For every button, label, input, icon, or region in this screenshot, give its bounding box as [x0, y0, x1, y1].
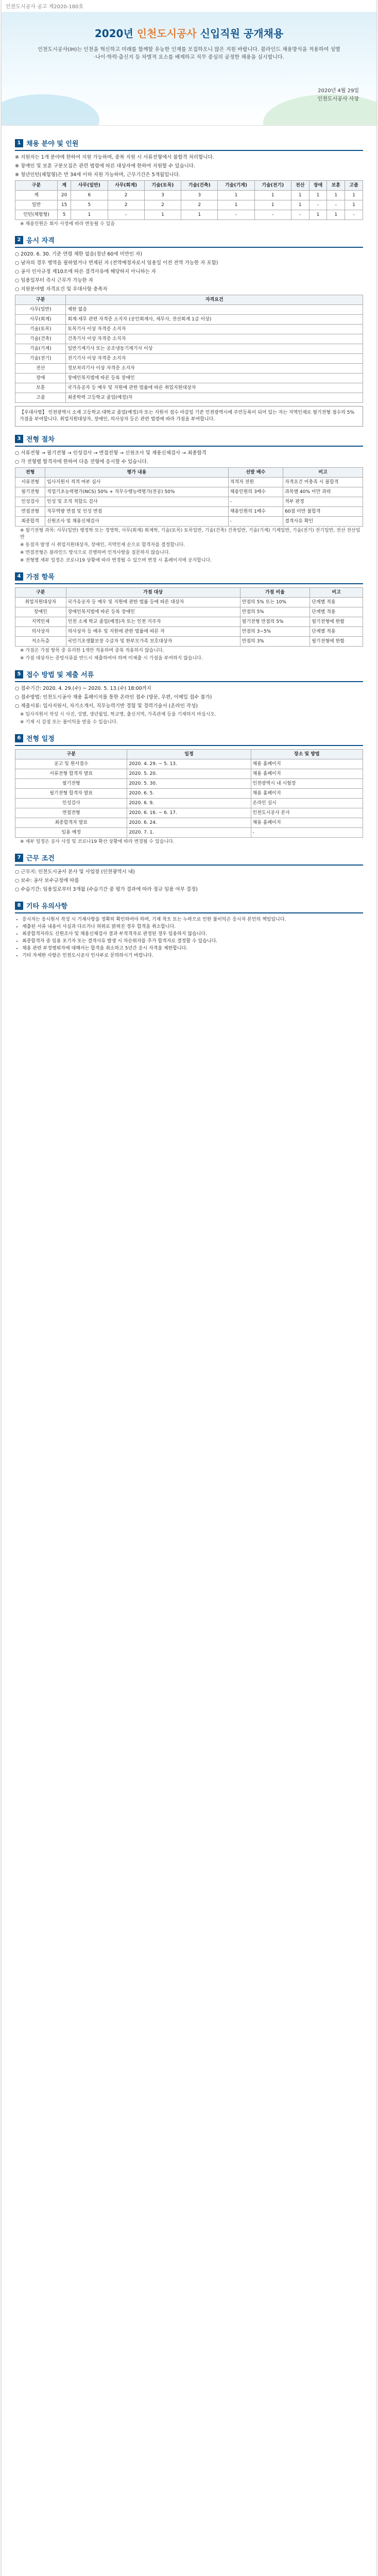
table-header-cell: 가점 비율 — [240, 588, 310, 598]
title-suffix: 신입직원 공개채용 — [196, 27, 284, 40]
table-header-cell: 비고 — [283, 468, 363, 478]
data-table — [15, 295, 363, 403]
table-cell: 필기전형 합격자 발표 — [15, 789, 127, 799]
table-cell: 서류전형 합격자 발표 — [15, 769, 127, 779]
paragraph: ○ 접수방법: 인천도시공사 채용 홈페이지를 통한 온라인 접수 (방문, 우편, 이메일 접수 불가) — [15, 694, 212, 700]
table-cell: 최종학력 고등학교 졸업(예정)자 — [66, 393, 363, 403]
table-row — [15, 325, 363, 334]
header-banner — [2, 12, 376, 126]
table-cell: 필기전형 — [15, 487, 45, 497]
table-cell: 3 — [181, 191, 218, 200]
section-title — [15, 138, 363, 151]
page-title — [2, 25, 376, 40]
table-row — [15, 364, 363, 374]
table-cell: 1 — [345, 200, 363, 210]
table-header-cell: 전산 — [291, 181, 309, 191]
table-cell: 과목별 40% 미만 과락 — [283, 487, 363, 497]
table-row — [15, 779, 363, 789]
table-cell: 1 — [309, 210, 327, 220]
table-header-row — [15, 468, 363, 478]
table-cell: - — [345, 210, 363, 220]
table-cell: 최종합격 — [15, 517, 45, 527]
list-item: • 최종합격자라도 신원조사 및 채용신체검사 결과 부적격자로 판정된 경우 임용하지 않습니다. — [22, 931, 363, 938]
section-number: 5 — [15, 670, 23, 679]
table-cell: 일반 — [15, 200, 58, 210]
table-row — [15, 789, 363, 799]
section-title — [15, 571, 363, 584]
table-cell: 전산 — [15, 364, 66, 374]
section-title-text: 전형 일정 — [26, 735, 55, 743]
section-title-text: 접수 방법 및 제출 서류 — [26, 671, 94, 679]
section-number: 4 — [15, 572, 23, 581]
paragraph: ○ 2020. 6. 30. 기준 연령 제한 없음(정년 60세 미만인 자) — [15, 251, 143, 257]
table-header-row — [15, 750, 363, 759]
table-header-cell: 기술(건축) — [181, 181, 218, 191]
table-cell: - — [228, 517, 283, 527]
table-cell: 2 — [108, 200, 144, 210]
table-footnote: ※ 채용인원은 회사 사정에 따라 변동될 수 있음 — [20, 222, 115, 227]
table-cell: 장애인복지법에 따른 등록 장애인 — [66, 374, 363, 383]
table-header-cell: 사무(일반) — [71, 181, 108, 191]
table-cell: 필기전형 만점의 5% — [240, 617, 310, 627]
table-row — [15, 607, 363, 617]
table-cell: 보훈 — [15, 383, 66, 393]
table-cell: 고졸 — [15, 393, 66, 403]
notice-list — [22, 917, 363, 959]
notice-date: 2020년 4월 29일 — [318, 88, 359, 94]
table-header-cell: 장애 — [309, 181, 327, 191]
table-cell: 1 — [254, 191, 291, 200]
note-text: ※ 면접전형은 블라인드 방식으로 진행하며 인적사항을 질문하지 않습니다. — [20, 550, 170, 555]
table-row — [15, 627, 363, 637]
table-cell: 1 — [327, 191, 345, 200]
list-item: • 기타 자세한 사항은 인천도시공사 인사부로 문의하시기 바랍니다. — [22, 953, 363, 959]
data-table — [15, 467, 363, 527]
table-cell: 1 — [181, 210, 218, 220]
table-row — [15, 828, 363, 838]
table-cell: 계 — [15, 191, 58, 200]
paragraph: ○ 지원분야별 자격요건 및 우대사항 충족자 — [15, 286, 108, 292]
section-1 — [15, 138, 363, 228]
section-title — [15, 901, 363, 913]
table-cell: 의사상자 등 예우 및 지원에 관한 법률에 따른 자 — [66, 627, 240, 637]
table-header-row — [15, 295, 363, 305]
table-cell: 필기전형에 한함 — [310, 637, 363, 647]
paragraph: ※ 장애인 및 보훈 구분모집은 관련 법령에 따른 대상자에 한하여 지원할 수 있습니다. — [15, 163, 196, 169]
title-prefix: 2020년 — [94, 27, 137, 40]
table-cell: 직무역량 면접 및 인성 면접 — [45, 507, 228, 517]
table-row — [15, 315, 363, 325]
table-cell: 채용 홈페이지 — [251, 769, 363, 779]
table-cell: 저소득층 — [15, 637, 66, 647]
paragraph: ○ 근무지: 인천도시공사 본사 및 사업장 (인천광역시 내) — [15, 869, 135, 875]
table-cell: 채용 홈페이지 — [251, 759, 363, 769]
note-text: ※ 가점 대상자는 증빙서류를 반드시 제출하여야 하며 미제출 시 가점을 부여하지 않습니다. — [20, 656, 203, 661]
paragraph: ○ 서류전형 → 필기전형 → 인성검사 → 면접전형 → 신원조사 및 채용신체검사 → 최종합격 — [15, 450, 207, 456]
table-cell: 장애인 — [15, 607, 66, 617]
table-row — [15, 393, 363, 403]
list-item: • 응시자는 응시원서 작성 시 기재사항을 정확히 확인하여야 하며, 기재 착오 또는 누락으로 인한 불이익은 응시자 본인의 책임입니다. — [22, 917, 363, 923]
data-table — [15, 587, 363, 647]
table-cell: - — [218, 210, 254, 220]
table-header-cell: 구분 — [15, 295, 66, 305]
content-area — [2, 126, 376, 959]
section-title — [15, 733, 363, 746]
table-cell: 제한 없음 — [66, 305, 363, 315]
table-header-cell: 가점 대상 — [66, 588, 240, 598]
table-header-cell: 계 — [57, 181, 71, 191]
table-cell: 1 — [254, 200, 291, 210]
table-row — [15, 191, 363, 200]
paragraph: ○ 보수: 공사 보수규정에 따름 — [15, 878, 79, 884]
table-cell: 기술(전기) — [15, 354, 66, 364]
table-cell: 토목기사 이상 자격증 소지자 — [66, 325, 363, 334]
paragraph: ※ 지원자는 1개 분야에 한하여 지원 가능하며, 중복 지원 시 서류전형에서 불합격 처리합니다. — [15, 155, 214, 160]
table-cell: 1 — [291, 200, 309, 210]
table-cell: 공고 및 원서접수 — [15, 759, 127, 769]
section-7 — [15, 853, 363, 893]
table-header-cell: 비고 — [310, 588, 363, 598]
table-cell: 기술(기계) — [15, 344, 66, 354]
table-header-cell: 평가 내용 — [45, 468, 228, 478]
table-row — [15, 769, 363, 779]
table-cell: 단계별 적용 — [310, 627, 363, 637]
table-cell: 지역인재 — [15, 617, 66, 627]
table-row — [15, 478, 363, 487]
table-header-cell: 선발 배수 — [228, 468, 283, 478]
table-cell: 적격자 전원 — [228, 478, 283, 487]
table-cell: 1 — [144, 210, 181, 220]
note-text: ※ 전형별 세부 일정은 코로나19 상황에 따라 변경될 수 있으며 변경 시 홈페이지에 공지합니다. — [20, 558, 212, 563]
table-row — [15, 305, 363, 315]
table-cell: 채용인원의 1배수 — [228, 507, 283, 517]
table-header-cell: 사무(회계) — [108, 181, 144, 191]
table-header-cell: 자격요건 — [66, 295, 363, 305]
table-row — [15, 818, 363, 828]
list-item: • 최종합격자 중 임용 포기자 또는 결격사유 발생 시 차순위자를 추가 합격자로 결정할 수 있습니다. — [22, 938, 363, 945]
table-cell: 2020. 6. 9. — [127, 799, 251, 808]
table-cell: - — [309, 200, 327, 210]
table-cell: - — [228, 497, 283, 507]
section-title — [15, 434, 363, 447]
table-cell: 채용 홈페이지 — [251, 818, 363, 828]
table-cell: 1 — [71, 210, 108, 220]
table-row — [15, 799, 363, 808]
table-cell: - — [291, 210, 309, 220]
section-number: 3 — [15, 435, 23, 443]
table-cell: 만점의 3~5% — [240, 627, 310, 637]
paragraph: ○ 임용일부터 즉시 근무가 가능한 자 — [15, 278, 93, 283]
section-2 — [15, 235, 363, 427]
table-cell: 사무(회계) — [15, 315, 66, 325]
table-cell: 사무(일반) — [15, 305, 66, 315]
table-cell: - — [254, 210, 291, 220]
table-cell: 국민기초생활보장 수급자 및 한부모가족 보호대상자 — [66, 637, 240, 647]
section-title — [15, 853, 363, 866]
note-text: ※ 세부 일정은 공사 사정 및 코로나19 확산 상황에 따라 변경될 수 있습니다. — [20, 839, 175, 844]
section-title-text: 전형 절차 — [26, 436, 55, 444]
table-cell: 건축기사 이상 자격증 소지자 — [66, 334, 363, 344]
table-cell: - — [327, 200, 345, 210]
table-row — [15, 344, 363, 354]
table-row — [15, 374, 363, 383]
table-row — [15, 808, 363, 818]
table-cell: 서류전형 — [15, 478, 45, 487]
section-title-text: 가점 항목 — [26, 573, 55, 581]
data-table — [15, 180, 363, 220]
section-number: 2 — [15, 236, 23, 244]
section-number: 8 — [15, 902, 23, 910]
section-title-text: 채용 분야 및 인원 — [26, 140, 79, 148]
table-cell: 인성검사 — [15, 799, 127, 808]
note-text: ※ 가점은 가점 항목 중 유리한 1개만 적용하며 중복 적용하지 않습니다. — [20, 648, 164, 653]
table-cell: 결격사유 확인 — [283, 517, 363, 527]
table-cell: 최종합격자 발표 — [15, 818, 127, 828]
table-cell: 취업지원대상자 — [15, 598, 66, 607]
table-header-cell: 고졸 — [345, 181, 363, 191]
table-cell: 필기전형에 한함 — [310, 617, 363, 627]
section-3 — [15, 434, 363, 564]
section-title-text: 응시 자격 — [26, 237, 55, 245]
table-cell: 2020. 5. 20. — [127, 769, 251, 779]
table-cell: 기술(건축) — [15, 334, 66, 344]
table-row — [15, 637, 363, 647]
section-8 — [15, 901, 363, 959]
table-cell: 2020. 4. 29. ~ 5. 13. — [127, 759, 251, 769]
table-cell: 만점의 3% — [240, 637, 310, 647]
table-cell: 만점의 5% 또는 10% — [240, 598, 310, 607]
table-cell: 단계별 적용 — [310, 607, 363, 617]
table-cell: - — [108, 210, 144, 220]
section-6 — [15, 733, 363, 845]
table-cell: 인천광역시 내 시험장 — [251, 779, 363, 789]
paragraph: ○ 남자의 경우 병역을 필하였거나 면제된 자 (전역예정자로서 임용일 이전 전역 가능한 자 포함) — [15, 260, 218, 266]
table-cell: 입사지원서 적격 여부 심사 — [45, 478, 228, 487]
table-cell: 인천도시공사 본사 — [251, 808, 363, 818]
table-header-cell: 보훈 — [327, 181, 345, 191]
table-cell: 2 — [108, 191, 144, 200]
paragraph: ※ 청년인턴(체험형)은 만 34세 이하 지원 가능하며, 근무기간은 5개월입니다. — [15, 172, 180, 178]
table-row — [15, 497, 363, 507]
list-item: • 제출된 서류 내용이 사실과 다르거나 허위로 밝혀진 경우 합격을 취소합니다. — [22, 924, 363, 930]
notice-org: 인천도시공사 사장 — [317, 96, 359, 102]
table-cell: 면접전형 — [15, 808, 127, 818]
table-cell: 인성 및 조직 적합도 검사 — [45, 497, 228, 507]
table-cell: 회계·세무 관련 자격증 소지자 (공인회계사, 세무사, 전산회계 1급 이상) — [66, 315, 363, 325]
table-header-row — [15, 181, 363, 191]
section-4 — [15, 571, 363, 662]
table-cell: 15 — [57, 200, 71, 210]
section-5 — [15, 669, 363, 726]
title-accent: 인천도시공사 — [136, 27, 197, 40]
table-cell: 채용인원의 3배수 — [228, 487, 283, 497]
table-cell: 전기기사 이상 자격증 소지자 — [66, 354, 363, 364]
table-row — [15, 334, 363, 344]
table-row — [15, 617, 363, 627]
note-text: ※ 기재 시 감점 또는 불이익을 받을 수 있습니다. — [20, 720, 118, 725]
note-text: ※ 동점자 발생 시 취업지원대상자, 장애인, 지역인재 순으로 합격자를 결정합니다. — [20, 543, 185, 548]
table-row — [15, 598, 363, 607]
table-cell: 면접전형 — [15, 507, 45, 517]
paragraph: ○ 제출서류: 입사지원서, 자기소개서, 직무능력기반 경험 및 경력기술서 (온라인 작성) — [15, 703, 198, 709]
table-row — [15, 210, 363, 220]
table-cell: 1 — [327, 210, 345, 220]
table-cell: 1 — [291, 191, 309, 200]
table-row — [15, 759, 363, 769]
table-cell: 60점 미만 불합격 — [283, 507, 363, 517]
section-title — [15, 669, 363, 682]
table-cell: 장애인복지법에 따른 등록 장애인 — [66, 607, 240, 617]
table-header-cell: 구분 — [15, 588, 66, 598]
table-row — [15, 517, 363, 527]
table-header-cell: 일정 — [127, 750, 251, 759]
document-page — [1, 0, 377, 2576]
table-cell: 신원조사 및 채용신체검사 — [45, 517, 228, 527]
paragraph: ○ 접수기간: 2020. 4. 29.(수) ~ 2020. 5. 13.(수) 18:00까지 — [15, 686, 151, 691]
table-row — [15, 354, 363, 364]
table-cell: 정보처리기사 이상 자격증 소지자 — [66, 364, 363, 374]
table-cell: 채용 홈페이지 — [251, 789, 363, 799]
section-number: 1 — [15, 139, 23, 147]
table-cell: 5 — [71, 200, 108, 210]
table-cell: 2 — [181, 200, 218, 210]
table-cell: 2020. 5. 30. — [127, 779, 251, 789]
table-row — [15, 507, 363, 517]
table-cell: 임용 예정 — [15, 828, 127, 838]
table-cell: 인천 소재 학교 졸업(예정)자 또는 인천 거주자 — [66, 617, 240, 627]
note-text: ※ 입사지원서 작성 시 사진, 성별, 생년월일, 학교명, 출신지역, 가족관계 등을 기재하지 마십시오. — [20, 712, 216, 717]
note-text: ※ 필기전형 과목: 사무(일반) 행정학 또는 경영학, 사무(회계) 회계학, 기술(토목) 토목일반, 기술(건축) 건축일반, 기술(기계) 기계일반, 기술(전기) 전기일반, 전산 전산일반 — [20, 528, 360, 540]
table-header-cell: 전형 — [15, 468, 45, 478]
table-header-cell: 기술(토목) — [144, 181, 181, 191]
table-cell: 5 — [57, 210, 71, 220]
section-title — [15, 235, 363, 248]
table-cell: 단계별 적용 — [310, 598, 363, 607]
table-cell: 2020. 6. 24. — [127, 818, 251, 828]
table-cell: 만점의 5% — [240, 607, 310, 617]
intro-text: 인천도시공사(iH)는 인천을 혁신하고 미래를 함께할 유능한 인재를 모집하오니 많은 지원 바랍니다. 블라인드 채용방식을 적용하여 성별·나이·학력·출신지 등 차별적 요소를 배제하고 직무 중심의 공정한 채용을 실시합니다. — [38, 47, 340, 60]
table-cell: 장애 — [15, 374, 66, 383]
paragraph: ○ 각 전형별 합격자에 한하여 다음 전형에 응시할 수 있습니다. — [15, 459, 148, 465]
table-cell: 의사상자 — [15, 627, 66, 637]
table-cell: 인턴(체험형) — [15, 210, 58, 220]
table-cell: 2 — [144, 200, 181, 210]
table-row — [15, 487, 363, 497]
table-row — [15, 200, 363, 210]
table-header-cell: 기술(전기) — [254, 181, 291, 191]
section-title-text: 기타 유의사항 — [26, 903, 67, 910]
table-cell: 6 — [71, 191, 108, 200]
table-cell: 3 — [144, 191, 181, 200]
table-cell: 기술(토목) — [15, 325, 66, 334]
table-cell: 2020. 6. 5. — [127, 789, 251, 799]
list-item: • 채용 관련 부정행위자에 대해서는 합격을 취소하고 5년간 응시 자격을 제한합니다. — [22, 945, 363, 952]
table-cell: 필기전형 — [15, 779, 127, 789]
banner-decoration — [2, 94, 99, 126]
table-cell: 20 — [57, 191, 71, 200]
table-header-cell: 구분 — [15, 181, 58, 191]
table-cell: 국가유공자 등 예우 및 지원에 관한 법률에 따른 취업지원대상자 — [66, 383, 363, 393]
section-title-text: 근무 조건 — [26, 855, 55, 862]
data-table — [15, 749, 363, 838]
paragraph: ○ 수습기간: 임용일로부터 3개월 (수습기간 중 평가 결과에 따라 정규 임용 여부 결정) — [15, 887, 198, 892]
table-cell: 1 — [218, 200, 254, 210]
table-row — [15, 383, 363, 393]
table-cell: 일반기계기사 또는 공조냉동기계기사 이상 — [66, 344, 363, 354]
table-cell: 자격요건 미충족 시 불합격 — [283, 478, 363, 487]
table-header-row — [15, 588, 363, 598]
table-header-cell: 기술(기계) — [218, 181, 254, 191]
table-cell: - — [251, 828, 363, 838]
section-number: 7 — [15, 854, 23, 862]
table-header-cell: 구분 — [15, 750, 127, 759]
section-number: 6 — [15, 734, 23, 742]
table-cell: 1 — [218, 191, 254, 200]
notice-number: 인천도시공사 공고 제2020-180호 — [6, 4, 84, 10]
table-header-cell: 장소 및 방법 — [251, 750, 363, 759]
table-cell: 온라인 실시 — [251, 799, 363, 808]
table-cell: 1 — [309, 191, 327, 200]
table-cell: 인성검사 — [15, 497, 45, 507]
table-cell: 적부 판정 — [283, 497, 363, 507]
table-cell: 직업기초능력평가(NCS) 50% + 직무수행능력평가(전공) 50% — [45, 487, 228, 497]
paragraph: ○ 공사 인사규정 제10조에 따른 결격사유에 해당하지 아니하는 자 — [15, 269, 156, 275]
table-cell: 1 — [345, 191, 363, 200]
info-box: 【우대사항】 인천광역시 소재 고등학교·대학교 졸업(예정)자 또는 지원서 접수 마감일 기준 인천광역시에 주민등록이 되어 있는 자는 지역인재로 필기전형 점수의 5% 가점을 부여합니다. 취업지원대상자, 장애인, 의사상자 등은 관련 법령에 따라 가점을 부여합니다. — [15, 406, 363, 427]
table-cell: 국가유공자 등 예우 및 지원에 관한 법률 등에 따른 대상자 — [66, 598, 240, 607]
table-cell: 2020. 6. 16. ~ 6. 17. — [127, 808, 251, 818]
table-cell: 2020. 7. 1. — [127, 828, 251, 838]
